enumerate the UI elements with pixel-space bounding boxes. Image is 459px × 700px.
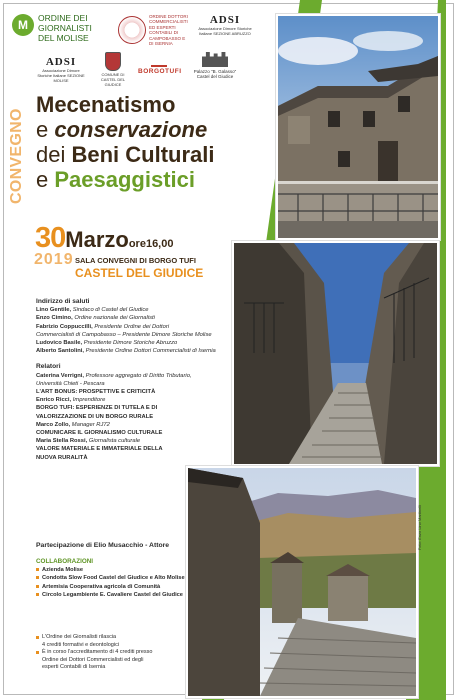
speaker-name: Ludovico Basile,: [36, 340, 83, 347]
crediti-text: È in corso l'accreditamento di 4 crediti presso: [42, 649, 153, 656]
date-time: ore16,00: [128, 238, 174, 250]
talk-topic: NUOVA RURALITÀ: [36, 454, 88, 461]
logo-borgotufi: [138, 55, 180, 76]
castle-icon: [202, 52, 228, 67]
relatori-title: Relatori: [36, 363, 61, 371]
speaker-name: Lino Gentile,: [36, 307, 72, 314]
talk-topic: BORGO TUFI: ESPERIENZE DI TUTELA E DI: [36, 405, 158, 412]
speaker-role: Sindaco di Castel del Giudice: [72, 307, 149, 314]
photo-mountain-view: [186, 466, 418, 698]
photo-stone-house: [276, 14, 440, 240]
collaborazioni-list: [36, 566, 185, 599]
talk-topic: COMUNICARE IL GIORNALISMO CULTURALE: [36, 430, 163, 437]
crediti-line: [36, 657, 153, 665]
convegno-vertical-label: CONVEGNO: [8, 108, 25, 204]
relatori-item: [36, 372, 232, 380]
speaker-role: Professore aggregato di Diritto Tributario,: [85, 372, 192, 379]
saluti-item: [36, 331, 232, 339]
logo-comune: [98, 52, 128, 87]
palazzo-logo-text: Palazzo "B. Galasso" Castel del Giudice: [193, 69, 237, 80]
speaker-role: Ordine nazionale dei Giornalisti: [74, 315, 155, 322]
adsi-molise-mark: ADSI: [45, 56, 77, 68]
title-line-3-bold: Beni Culturali: [71, 142, 215, 167]
crediti-line: [36, 664, 153, 672]
relatori-item: [36, 396, 232, 404]
collaborazione-name: Artemisia Cooperativa agricola di Comunità: [42, 583, 161, 590]
stone-stairs-image: [234, 243, 437, 464]
bullet-icon: [36, 593, 39, 596]
date-month: Marzo: [65, 227, 129, 252]
title-line-2-pre: e: [36, 117, 55, 142]
ordine-logo-text: ORDINE DEI GIORNALISTI DEL MOLISE: [38, 13, 92, 43]
saluti-item: [36, 347, 232, 355]
speaker-role: Presidente Ordine Dottori Commercialisti di Isernia: [85, 348, 216, 355]
venue-place: CASTEL DEL GIUDICE: [75, 266, 204, 280]
speaker-role: Giornalista culturale: [88, 438, 141, 445]
collaborazione-item: [36, 566, 185, 574]
speaker-name: Maria Stella Rossi,: [36, 438, 88, 445]
title-line-1: Mecenatismo: [36, 92, 176, 117]
crediti-line: [36, 634, 153, 642]
collaborazioni: [36, 558, 185, 599]
comune-logo-text: COMUNE DI CASTEL DEL GIUDICE: [100, 72, 126, 87]
speaker-note: Università Chieti - Pescara: [36, 380, 105, 387]
venue-name: SALA CONVEGNI DI BORGO TUFI: [75, 256, 196, 265]
ordine-badge-icon: M: [12, 14, 34, 36]
speaker-role: Commercialisti di Campobasso – Presidente Dimore Storiche Molise: [36, 331, 212, 338]
bullet-icon: [36, 568, 39, 571]
logo-commercialisti: [118, 14, 188, 46]
borgotufi-mark: BORGOTUFI: [138, 68, 182, 75]
logo-adsi-molise: [36, 56, 86, 84]
saluti-item: [36, 314, 232, 322]
speaker-name: Alberto Santolini,: [36, 348, 84, 355]
date-day: 30: [35, 222, 66, 254]
crediti-formativi: [36, 634, 153, 672]
photo-credit: Foto: Enzo Lino Martinelli: [417, 505, 422, 551]
crest-icon: [105, 52, 121, 71]
mountain-view-image: [188, 468, 416, 696]
speaker-name: Marco Zollo,: [36, 421, 71, 428]
relatori-item: [36, 429, 232, 437]
adsi-mark: ADSI: [209, 14, 241, 26]
logo-palazzo: [190, 52, 240, 80]
talk-topic: L'ART BONUS: PROSPETTIVE E CRITICITÀ: [36, 389, 156, 396]
collaborazione-item: [36, 591, 185, 599]
relatori-item: [36, 454, 232, 462]
title-line-4-green: Paesaggistici: [54, 167, 195, 192]
saluti-item: [36, 339, 232, 347]
crediti-text: L'Ordine dei Giornalisti rilascia: [42, 634, 117, 640]
speaker-role: Presidente Dimore Storiche Abruzzo: [83, 340, 178, 347]
relatori-item: [36, 380, 232, 388]
collaborazione-name: Condotta Slow Food Castel del Giudice e Alto Molise: [42, 575, 185, 582]
title-line-3-pre: dei: [36, 142, 72, 167]
crediti-text: esperti Contabili di Isernia: [42, 664, 106, 671]
collaborazione-name: Circolo Legambiente E. Cavaliere Castel del Giudice: [42, 591, 183, 598]
relatori-list: [36, 372, 232, 462]
relatori-item: [36, 421, 232, 429]
bullet-icon: [36, 636, 39, 639]
programme: [36, 295, 232, 462]
commercialisti-logo-text: ORDINE DOTTORI COMMERCIALISTI ED ESPERTI CONTABILI DI CAMPOBASSO E DI ISERNIA: [149, 14, 188, 46]
saluti-title: Indirizzo di saluti: [36, 298, 90, 305]
collaborazione-name: Azienda Molise: [42, 567, 84, 574]
title-line-4-pre: e: [36, 167, 55, 192]
photo-stone-stairs: [232, 241, 439, 466]
logo-adsi-abruzzo: [196, 14, 254, 37]
crediti-text: Ordine dei Dottori Commercialisti ed degli: [42, 656, 144, 663]
collaborazione-item: [36, 583, 185, 591]
collaborazioni-title: COLLABORAZIONI: [36, 558, 94, 565]
speaker-role: Imprenditore: [72, 397, 106, 404]
speaker-name: Enrico Ricci,: [36, 397, 72, 404]
relatori-item: [36, 437, 232, 445]
partecipazione: Partecipazione di Elio Musacchio - Attore: [36, 542, 170, 549]
speaker-role: Presidente Ordine dei Dottori: [94, 323, 170, 330]
speaker-name: Caterina Verrigni,: [36, 372, 85, 379]
seal-icon: [118, 16, 146, 44]
collaborazione-item: [36, 574, 185, 582]
speaker-name: Enzo Cimino,: [36, 315, 73, 322]
saluti-item: [36, 323, 232, 331]
speaker-role: Manager RJ72: [71, 421, 110, 428]
logo-ordine-giornalisti: [12, 14, 110, 43]
adsi-abruzzo-sub: Associazione Dimore Storiche Italiane SEZIONE ABRUZZO: [198, 26, 252, 36]
relatori-item: [36, 413, 232, 421]
stone-house-image: [278, 16, 438, 238]
saluti-list: [36, 306, 232, 355]
relatori-item: [36, 445, 232, 453]
talk-topic: VALORE MATERIALE E IMMATERIALE DELLA: [36, 446, 163, 453]
bullet-icon: [36, 651, 39, 654]
date-year: 2019: [34, 251, 74, 268]
relatori-item: [36, 388, 232, 396]
title-line-2-italic: conservazione: [54, 117, 208, 142]
bullet-icon: [36, 576, 39, 579]
bullet-icon: [36, 585, 39, 588]
crediti-text: 4 crediti formativi e deontologici: [42, 641, 120, 648]
saluti-item: [36, 306, 232, 314]
adsi-molise-sub: Associazione Dimore Storiche Italiane SEZIONE MOLISE: [37, 68, 85, 83]
event-title: [36, 92, 215, 192]
relatori-item: [36, 404, 232, 412]
talk-topic: VALORIZZAZIONE DI UN BORGO RURALE: [36, 413, 154, 420]
crediti-line: [36, 649, 153, 657]
borgotufi-icon: [151, 55, 167, 67]
speaker-name: Fabrizio Coppuccilli,: [36, 323, 93, 330]
